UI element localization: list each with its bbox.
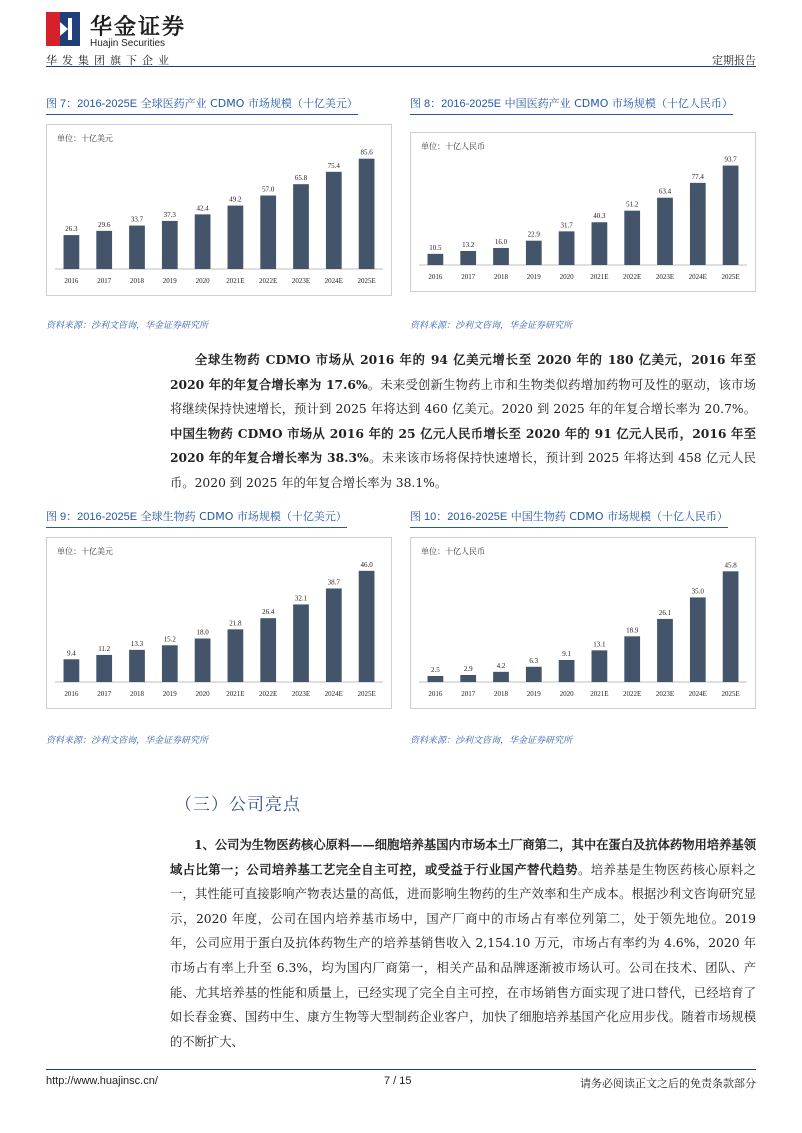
chart-bar [293,184,309,269]
chart-bar [64,235,80,269]
chart-value-label: 38.7 [327,578,340,587]
chart-category-label: 2017 [461,690,476,698]
chart-bar [326,172,342,269]
chart-category-label: 2019 [526,690,541,698]
figure-7-svg [47,125,391,295]
chart-bar [460,251,476,265]
para2-bold: 1、公司为生物医药核心原料——细胞培养基国内市场本土厂商第二，其中在蛋白及抗体药物用培养基领域占比第一；公司培养基工艺完全自主可控，或受益于行业国产替代趋势 [170,837,756,877]
chart-category-label: 2022E [623,273,642,281]
chart-bar [96,231,112,269]
para2-text: 。培养基是生物医药核心原料之一，其性能可直接影响产物表达量的高低，进而影响生物药的生产效率和生产成本。根据沙利文咨询研究显示，2020 年度，公司在国内培养基市场中，国产厂商中的市场占有率位列第二，处于领先地位。2019 年，公司应用于蛋白及抗体药物生产的培养基销售收入 2,154.10 万元，市场占有率约为 4.6%，2020 年市场占有率上升至 6.3%，均为国内厂商第一，相关产品和品牌逐渐被市场认可。公司在技术、团队、产能、尤其培养基的性能和质量上，已经实现了完全自主可控，在市场销售方面实现了进口替代，已经培育了如长春金赛、国药中生、康方生物等大型制药企业客户，加快了细胞培养基国产化应用步伐。随着市场规模的不断扩大、 [170,862,756,1049]
chart-value-label: 15.2 [163,635,176,644]
chart-value-label: 49.2 [229,195,242,204]
chart-category-label: 2016 [428,273,443,281]
chart-bar [723,166,739,265]
figure-10-source: 资料来源：沙利文咨询，华金证券研究所 [410,736,573,746]
chart-bar [592,222,608,265]
chart-value-label: 18.9 [626,626,639,635]
chart-category-label: 2017 [97,690,112,698]
para1-text-global: 。未来受创新生物药上市和生物类似药增加药物可及性的驱动，该市场将继续保持快速增长，预计到 2025 年将达到 460 亿美元。2020 到 2025 年的年复合增长率为 20.7%。 [170,377,756,417]
chart-category-label: 2022E [623,690,642,698]
chart-value-label: 33.7 [130,215,144,224]
chart-value-label: 26.4 [262,608,275,617]
chart-bar [162,645,178,682]
chart-value-label: 10.5 [429,243,442,252]
figure-10-chart [410,537,756,709]
chart-value-label: 45.8 [724,561,737,570]
figure-9-source: 资料来源：沙利文咨询，华金证券研究所 [46,736,209,746]
chart-value-label: 85.6 [360,148,373,157]
chart-value-label: 26.3 [65,225,78,234]
chart-bar [460,675,476,682]
chart-bar [228,206,244,269]
chart-category-label: 2018 [130,277,144,285]
footer-url-link[interactable]: http://www.huajinsc.cn/ [46,1075,158,1087]
chart-category-label: 2017 [97,277,112,285]
chart-bar [690,597,706,682]
chart-value-label: 21.8 [229,619,242,628]
chart-category-label: 2020 [195,277,210,285]
company-highlight-paragraph [170,833,756,1054]
chart-category-label: 2016 [428,690,443,698]
figure-10-svg [411,538,755,708]
chart-category-label: 2016 [64,690,79,698]
chart-value-label: 51.2 [626,200,639,209]
chart-bar [129,226,145,269]
chart-category-label: 2025E [357,277,376,285]
chart-category-label: 2018 [130,690,144,698]
chart-value-label: 22.9 [527,230,540,239]
huajin-logo-icon [46,12,80,46]
figure-8-source: 资料来源：沙利文咨询，华金证券研究所 [410,321,573,331]
chart-category-label: 2016 [64,277,79,285]
chart-value-label: 16.0 [494,238,508,247]
chart-value-label: 2.9 [463,664,473,673]
chart-category-label: 2025E [721,690,740,698]
chart-value-label: 29.6 [98,220,111,229]
report-type: 定期报告 [712,54,756,67]
figure-7-caption: 图 7：2016-2025E 全球医药产业 CDMO 市场规模（十亿美元） [46,95,358,115]
chart-bar [690,183,706,265]
chart-bar [428,254,444,265]
chart-bar [526,241,542,265]
chart-category-label: 2024E [324,690,343,698]
figure-7-chart [46,124,392,296]
footer-divider [46,1069,756,1070]
figure-9-chart [46,537,392,709]
chart-category-label: 2019 [162,277,177,285]
para1-text-china: 。未来该市场将保持快速增长，预计到 2025 年将达到 458 亿元人民币。2020 到 2025 年的年复合增长率为 38.1%。 [170,451,757,490]
chart-value-label: 93.7 [724,155,737,164]
chart-bar [228,629,244,682]
chart-bar [624,211,640,265]
chart-value-label: 4.2 [496,661,506,670]
chart-value-label: 42.4 [196,204,209,213]
chart-category-label: 2021E [590,273,609,281]
chart-bar [195,214,211,269]
chart-bar [493,672,509,682]
chart-bar [260,196,276,269]
header-divider [46,66,756,67]
figure-9-svg [47,538,391,708]
chart-bar [559,660,575,682]
brand-name-en: Huajin Securities [90,38,166,49]
chart-value-label: 26.1 [658,608,672,617]
chart-bar [326,588,342,682]
chart-bar [96,655,112,682]
chart-unit-label: 单位：十亿人民币 [421,142,485,151]
brand-name-cn: 华金证券 [90,15,187,40]
chart-unit-label: 单位：十亿人民币 [421,547,485,556]
chart-category-label: 2025E [721,273,740,281]
chart-value-label: 13.2 [462,240,475,249]
chart-value-label: 63.4 [658,187,672,196]
chart-category-label: 2019 [526,273,541,281]
chart-bar [428,676,444,682]
chart-category-label: 2023E [655,690,675,698]
chart-value-label: 32.1 [294,594,308,603]
figure-9-caption: 图 9：2016-2025E 全球生物药 CDMO 市场规模（十亿美元） [46,508,347,528]
brand-subtitle: 华发集团旗下企业 [46,54,174,67]
chart-value-label: 13.3 [130,639,144,648]
market-paragraph [170,348,756,496]
chart-category-label: 2020 [559,690,574,698]
chart-value-label: 31.7 [560,221,573,230]
chart-value-label: 11.2 [98,644,111,653]
chart-bar [559,231,575,265]
chart-category-label: 2021E [590,690,609,698]
chart-bar [657,198,673,265]
chart-value-label: 75.4 [327,161,340,170]
footer-disclaimer: 请务必阅读正文之后的免责条款部分 [580,1077,756,1090]
chart-category-label: 2019 [162,690,177,698]
figure-10-caption: 图 10：2016-2025E 中国生物药 CDMO 市场规模（十亿人民币） [410,508,728,528]
chart-bar [129,650,145,682]
chart-value-label: 9.4 [67,649,76,658]
chart-unit-label: 单位：十亿美元 [57,134,113,143]
chart-bar [260,618,276,682]
chart-category-label: 2021E [226,277,245,285]
chart-bar [592,650,608,682]
chart-value-label: 57.0 [262,185,275,194]
chart-bar [723,571,739,682]
chart-value-label: 46.0 [360,560,373,569]
chart-unit-label: 单位：十亿美元 [57,547,113,556]
chart-value-label: 37.3 [163,210,176,219]
chart-value-label: 18.0 [196,628,209,637]
chart-category-label: 2024E [688,690,707,698]
chart-value-label: 2.5 [431,665,440,674]
chart-value-label: 13.1 [593,640,606,649]
chart-category-label: 2018 [494,273,508,281]
chart-value-label: 40.3 [593,212,606,221]
chart-category-label: 2020 [559,273,574,281]
chart-bar [293,604,309,682]
chart-category-label: 2023E [291,690,311,698]
chart-bar [493,248,509,265]
chart-category-label: 2017 [461,273,476,281]
chart-category-label: 2025E [357,690,376,698]
chart-bar [526,667,542,682]
chart-category-label: 2022E [259,277,278,285]
chart-bar [624,636,640,682]
chart-bar [195,639,211,683]
chart-category-label: 2023E [291,277,311,285]
figure-7-source: 资料来源：沙利文咨询，华金证券研究所 [46,321,209,331]
chart-category-label: 2023E [655,273,675,281]
chart-bar [162,221,178,269]
chart-category-label: 2022E [259,690,278,698]
chart-category-label: 2018 [494,690,508,698]
section-title: （三）公司亮点 [175,795,301,815]
chart-bar [64,659,80,682]
chart-value-label: 77.4 [691,172,704,181]
chart-category-label: 2024E [324,277,343,285]
figure-8-chart [410,132,756,292]
para1-bold-china: 中国生物药 CDMO 市场从 2016 年的 25 亿元人民币增长至 2020 年的 91 亿元人民币，2016 年至 2020 年的年复合增长率为 38.3% [170,425,756,466]
chart-category-label: 2020 [195,690,210,698]
chart-value-label: 6.3 [529,656,539,665]
figure-8-caption: 图 8：2016-2025E 中国医药产业 CDMO 市场规模（十亿人民币） [410,95,733,115]
chart-value-label: 9.1 [562,650,571,659]
chart-value-label: 65.8 [294,174,308,183]
chart-bar [657,619,673,682]
chart-category-label: 2021E [226,690,245,698]
page-number: 7 / 15 [384,1075,412,1087]
chart-category-label: 2024E [688,273,707,281]
chart-bar [359,571,375,682]
para1-bold-global: 全球生物药 CDMO 市场从 2016 年的 94 亿美元增长至 2020 年的 180 亿美元，2016 年至 2020 年的年复合增长率为 17.6% [170,352,756,392]
chart-value-label: 35.0 [691,587,704,596]
chart-bar [359,159,375,269]
figure-8-svg [411,133,755,291]
